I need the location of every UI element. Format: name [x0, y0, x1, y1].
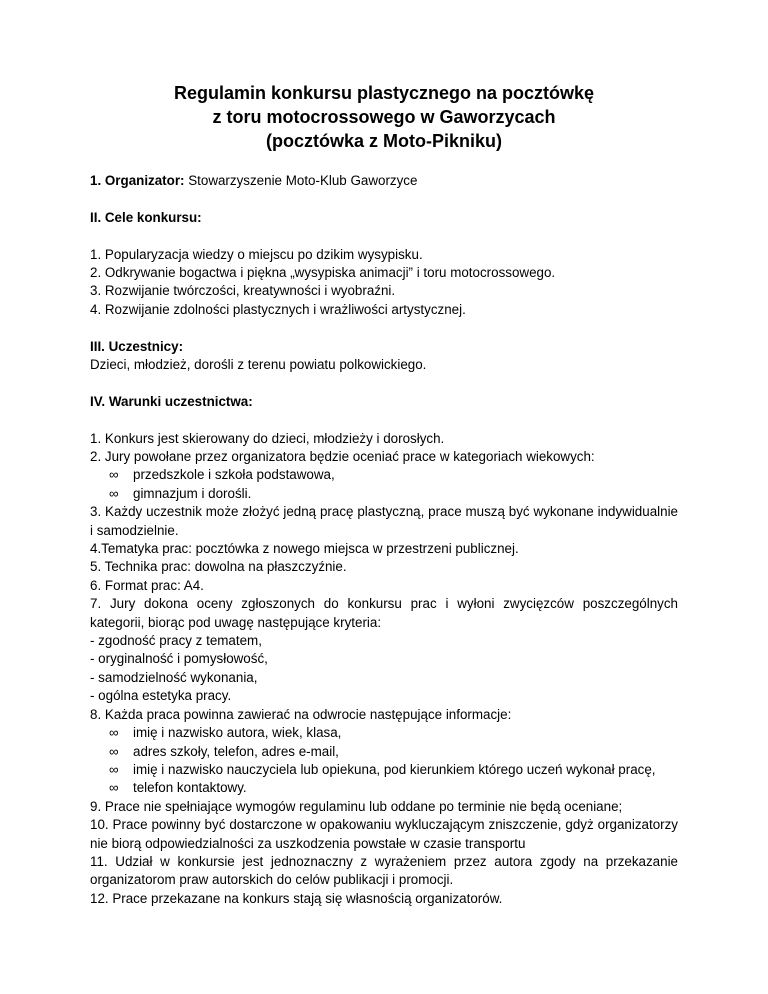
- organizer-label: 1. Organizator:: [90, 173, 185, 188]
- section-organizer: [90, 172, 678, 190]
- condition-7: 7. Jury dokona oceny zgłoszonych do konkursu prac i wyłoni zwycięzców poszczególnych kategorii, biorąc pod uwagę następujące kryteria:: [90, 596, 678, 630]
- bullet-item: ∞ imię i nazwisko autora, wiek, klasa,: [90, 724, 678, 742]
- condition-5: 5. Technika prac: dowolna na płaszczyźnie.: [90, 559, 347, 575]
- participants-text: Dzieci, młodzież, dorośli z terenu powiatu polkowickiego.: [90, 357, 427, 373]
- goal-item: 1. Popularyzacja wiedzy o miejscu po dzikim wysypisku.: [90, 246, 423, 262]
- bullet-item: ∞ gimnazjum i dorośli.: [90, 485, 678, 503]
- organizer-value: Stowarzyszenie Moto-Klub Gaworzyce: [184, 173, 418, 188]
- goal-item: 4. Rozwijanie zdolności plastycznych i wrażliwości artystycznej.: [90, 301, 466, 317]
- title-line-1: Regulamin konkursu plastycznego na pocztówkę: [173, 83, 595, 103]
- infinity-bullet-icon: ∞: [109, 467, 119, 483]
- criteria-item: - ogólna estetyka pracy.: [90, 688, 232, 704]
- condition-6: 6. Format prac: A4.: [90, 577, 204, 593]
- infinity-bullet-icon: ∞: [109, 761, 119, 777]
- goal-item: 3. Rozwijanie twórczości, kreatywności i wyobraźni.: [90, 283, 396, 299]
- criteria-item: - zgodność pracy z tematem,: [90, 633, 262, 649]
- condition-3: 3. Każdy uczestnik może złożyć jedną pracę plastyczną, prace muszą być wykonane indywidualnie i samodzielnie.: [90, 504, 678, 538]
- condition-8: 8. Każda praca powinna zawierać na odwrocie następujące informacje:: [90, 706, 512, 722]
- condition-12: 12. Prace przekazane na konkurs stają się własnością organizatorów.: [90, 890, 503, 906]
- infinity-bullet-icon: ∞: [109, 725, 119, 741]
- document-title: [0, 81, 768, 153]
- bullet-item: ∞ przedszkole i szkoła podstawowa,: [90, 466, 678, 484]
- criteria-item: - oryginalność i pomysłowość,: [90, 651, 268, 667]
- condition-2: 2. Jury powołane przez organizatora będzie oceniać prace w kategoriach wiekowych:: [90, 449, 595, 465]
- bullet-item: ∞ telefon kontaktowy.: [90, 779, 678, 797]
- document-body: [90, 172, 678, 908]
- section-goals-heading: II. Cele konkursu:: [90, 209, 202, 225]
- section-participants-heading: III. Uczestnicy:: [90, 338, 184, 354]
- title-line-3: (pocztówka z Moto-Pikniku): [266, 131, 502, 151]
- bullet-item: ∞ adres szkoły, telefon, adres e-mail,: [90, 743, 678, 761]
- criteria-item: - samodzielność wykonania,: [90, 669, 258, 685]
- goal-item: 2. Odkrywanie bogactwa i piękna „wysypiska animacji” i toru motocrossowego.: [90, 265, 556, 280]
- condition-4: 4.Tematyka prac: pocztówka z nowego miejsca w przestrzeni publicznej.: [90, 541, 519, 557]
- bullet-item: ∞ imię i nazwisko nauczyciela lub opiekuna, pod kierunkiem którego uczeń wykonał pracę,: [90, 761, 678, 779]
- infinity-bullet-icon: ∞: [109, 485, 119, 501]
- condition-10: 10. Prace powinny być dostarczone w opakowaniu wykluczającym zniszczenie, gdyż organizatorzy nie biorą odpowiedzialności za uszkodzenia powstałe w czasie transportu: [90, 817, 678, 851]
- infinity-bullet-icon: ∞: [109, 780, 119, 796]
- infinity-bullet-icon: ∞: [109, 743, 119, 759]
- section-conditions-heading: IV. Warunki uczestnictwa:: [90, 393, 253, 409]
- condition-9: 9. Prace nie spełniające wymogów regulaminu lub oddane po terminie nie będą oceniane;: [90, 798, 623, 814]
- condition-1: 1. Konkurs jest skierowany do dzieci, młodzieży i dorosłych.: [90, 430, 445, 446]
- condition-11: 11. Udział w konkursie jest jednoznaczny z wyrażeniem przez autora zgody na przekazanie organizatorom praw autorskich do celów publikacji i promocji.: [90, 853, 678, 888]
- title-line-2: z toru motocrossowego w Gaworzycach: [212, 107, 556, 127]
